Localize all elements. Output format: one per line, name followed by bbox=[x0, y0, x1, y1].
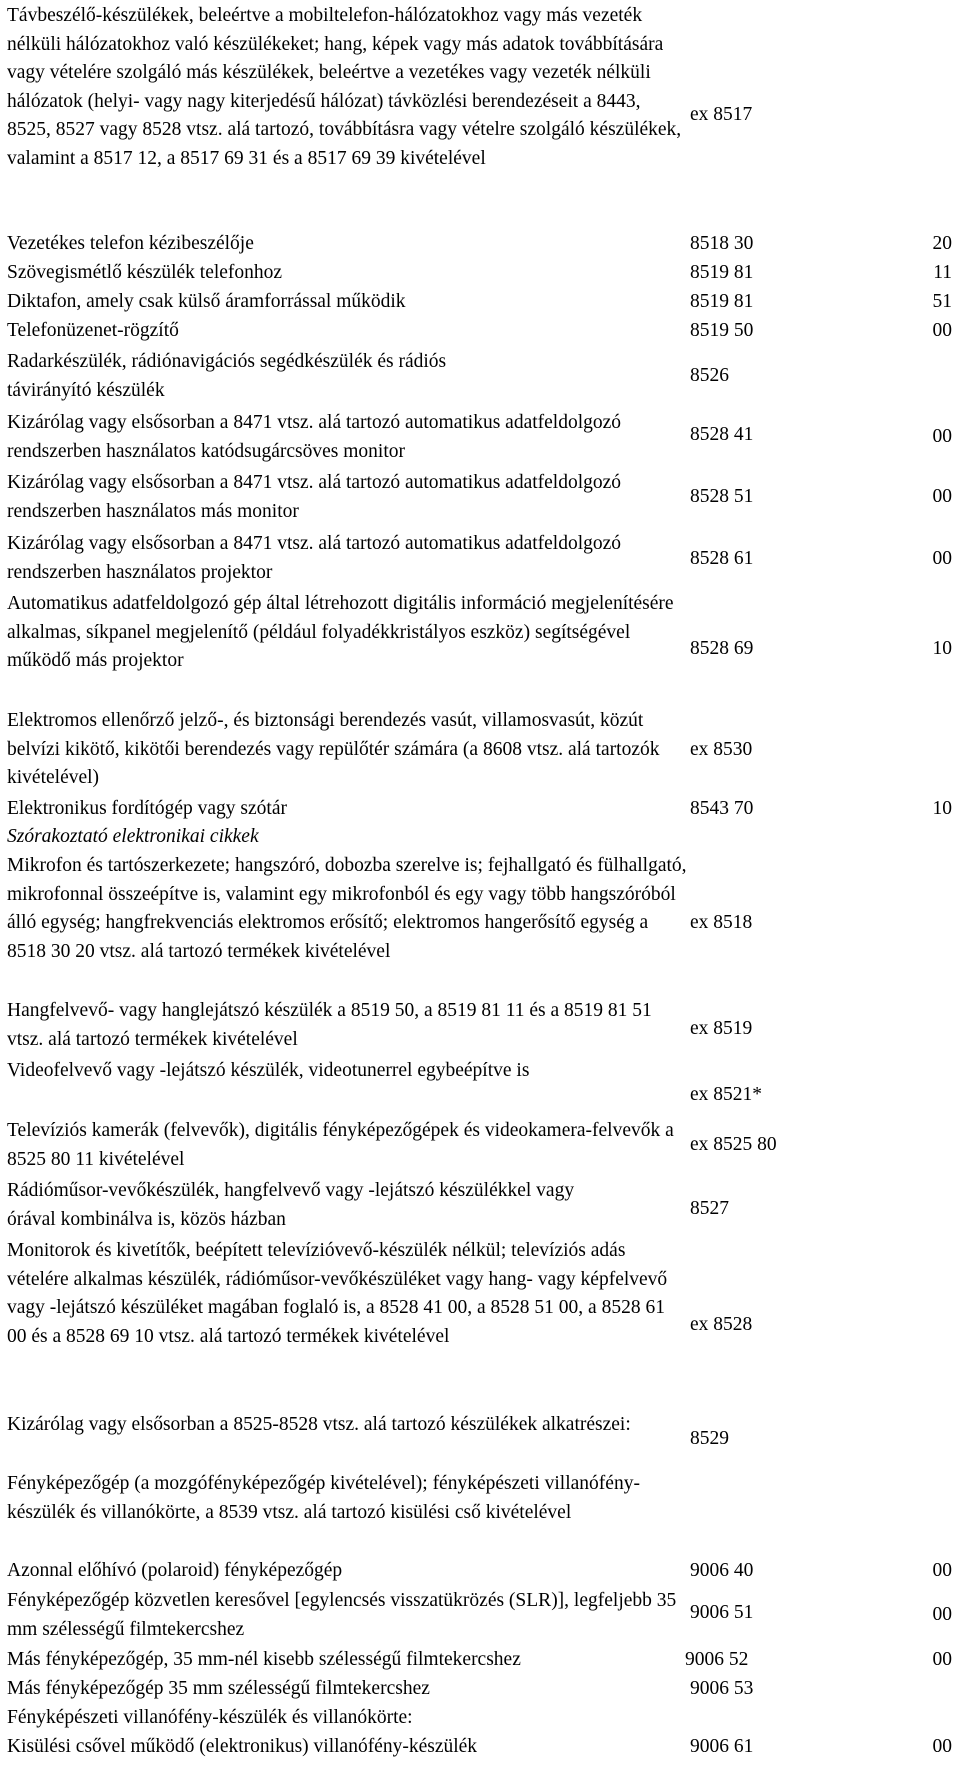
table-row bbox=[0, 1057, 960, 1115]
table-row bbox=[0, 1646, 960, 1676]
table-row bbox=[0, 852, 960, 996]
row-subcode: 00 bbox=[932, 426, 952, 447]
table-row bbox=[0, 1177, 960, 1235]
row-subcode: 10 bbox=[932, 798, 952, 819]
row-subcode: 00 bbox=[932, 486, 952, 507]
table-row bbox=[0, 530, 960, 588]
table-row bbox=[0, 823, 960, 853]
table-row bbox=[0, 1237, 960, 1410]
row-code: 9006 51 bbox=[690, 1602, 754, 1623]
row-description: Kizárólag vagy elsősorban a 8525-8528 vtsz. alá tartozó készülékek alkatrészei: bbox=[7, 1414, 631, 1435]
row-code: 8528 61 bbox=[690, 548, 754, 569]
row-description: Fényképezőgép közvetlen keresővel [egylencsés visszatükrözés (SLR)], legfeljebb 35 mm szélességű filmtekercshez bbox=[7, 1590, 677, 1640]
table-row bbox=[0, 1675, 960, 1705]
row-description: Más fényképezőgép 35 mm szélességű filmtekercshez bbox=[7, 1678, 430, 1699]
row-code: 8528 69 bbox=[690, 638, 754, 659]
row-description: Hangfelvevő- vagy hanglejátszó készülék a 8519 50, a 8519 81 11 és a 8519 81 51 vtsz. alá tartozó termékek kivételével bbox=[7, 1000, 652, 1050]
table-row bbox=[0, 997, 960, 1055]
table-row bbox=[0, 230, 960, 260]
row-code: 9006 61 bbox=[690, 1736, 754, 1757]
row-code: ex 8530 bbox=[690, 739, 753, 760]
row-subcode: 00 bbox=[932, 320, 952, 341]
row-description: Videofelvevő vagy -lejátszó készülék, videotunerrel egybeépítve is bbox=[7, 1060, 530, 1081]
row-description: Azonnal előhívó (polaroid) fényképezőgép bbox=[7, 1560, 343, 1581]
row-description: Automatikus adatfeldolgozó gép által létrehozott digitális információ megjelenítésére alkalmas, síkpanel megjelenítő (például folyadékkristályos eszköz) segítségével működő más projektor bbox=[7, 593, 674, 671]
table-row bbox=[0, 1411, 960, 1469]
row-subcode: 00 bbox=[932, 1649, 952, 1670]
row-code: 8519 50 bbox=[690, 320, 754, 341]
row-description: Kizárólag vagy elsősorban a 8471 vtsz. alá tartozó automatikus adatfeldolgozó rendszerben használatos katódsugárcsöves monitor bbox=[7, 412, 622, 462]
row-description: Televíziós kamerák (felvevők), digitális fényképezőgépek és videokamera-felvevők a 8525 80 11 kivételével bbox=[7, 1120, 674, 1170]
table-row bbox=[0, 288, 960, 318]
table-row bbox=[0, 348, 960, 406]
table-row bbox=[0, 1557, 960, 1587]
row-description: Telefonüzenet-rögzítő bbox=[7, 320, 179, 341]
row-subcode: 10 bbox=[932, 638, 952, 659]
row-subcode: 20 bbox=[932, 233, 952, 254]
row-code: ex 8518 bbox=[690, 912, 753, 933]
row-description: Kizárólag vagy elsősorban a 8471 vtsz. alá tartozó automatikus adatfeldolgozó rendszerben használatos projektor bbox=[7, 533, 622, 583]
section-heading: Szórakoztató elektronikai cikkek bbox=[7, 826, 259, 847]
row-description: Kizárólag vagy elsősorban a 8471 vtsz. alá tartozó automatikus adatfeldolgozó rendszerben használatos más monitor bbox=[7, 472, 622, 522]
row-code: ex 8528 bbox=[690, 1314, 753, 1335]
row-description: Más fényképezőgép, 35 mm-nél kisebb szélességű filmtekercshez bbox=[7, 1649, 521, 1670]
row-description: Fényképezőgép (a mozgófényképezőgép kivételével); fényképészeti villanófény-készülék és villanókörte, a 8539 vtsz. alá tartozó kisülési cső kivételével bbox=[7, 1473, 640, 1523]
row-subcode: 00 bbox=[932, 548, 952, 569]
row-code: 8528 51 bbox=[690, 486, 754, 507]
row-code: ex 8517 bbox=[690, 104, 753, 125]
table-row bbox=[0, 795, 960, 825]
row-code: 8519 81 bbox=[690, 291, 754, 312]
row-code: 8518 30 bbox=[690, 233, 754, 254]
table-row bbox=[0, 1117, 960, 1175]
row-description: Monitorok és kivetítők, beépített televízióvevő-készülék nélkül; televíziós adás vételére alkalmas készülék, rádióműsor-vevőkészüléket vagy hang- vagy képfelvevő vagy -lejátszó készüléket magában foglaló is, a 8528 41 00, a 8528 51 00, a 8528 61 00 és a 8528 69 10 vtsz. alá tartozó termékek kivételével bbox=[7, 1240, 668, 1347]
row-description: Diktafon, amely csak külső áramforrással működik bbox=[7, 291, 406, 312]
table-row bbox=[0, 1704, 960, 1734]
row-code: 9006 53 bbox=[690, 1678, 754, 1699]
row-description: Rádióműsor-vevőkészülék, hangfelvevő vagy -lejátszó készülékkel vagy órával kombinálva is, közös házban bbox=[7, 1180, 575, 1230]
row-code: 8528 41 bbox=[690, 424, 754, 445]
row-code: ex 8519 bbox=[690, 1018, 753, 1039]
row-description: Távbeszélő-készülékek, beleértve a mobiltelefon-hálózatokhoz vagy más vezeték nélküli hálózatokhoz való készülékeket; hang, képek vagy más adatok továbbítására vagy vételére szolgáló más készülékek, beleértve a vezetékes vagy vezeték nélküli hálózatok (helyi- vagy nagy kiterjedésű hálózat) távközlési berendezéseit a 8443, 8525, 8527 vagy 8528 vtsz. alá tartozó, továbbításra vagy vételre szolgáló készülékek, valamint a 8517 12, a 8517 69 31 és a 8517 69 39 kivételével bbox=[7, 5, 682, 169]
table-row bbox=[0, 409, 960, 467]
row-code: 8519 81 bbox=[690, 262, 754, 283]
row-code: 9006 52 bbox=[685, 1649, 749, 1670]
row-subcode: 11 bbox=[933, 262, 952, 283]
row-description: Szövegismétlő készülék telefonhoz bbox=[7, 262, 283, 283]
row-description: Mikrofon és tartószerkezete; hangszóró, dobozba szerelve is; fejhallgató és fülhallgató, mikrofonnal összeépítve is, valamint egy mikrofonból és egy vagy több hangszóróból álló egység; hangfrekvenciás elektromos erősítő; elektromos hangerősítő egység a 8518 30 20 vtsz. alá tartozó termékek kivételével bbox=[7, 855, 687, 962]
table-row bbox=[0, 1733, 960, 1763]
row-code: 8543 70 bbox=[690, 798, 754, 819]
row-subcode: 00 bbox=[932, 1736, 952, 1757]
row-code: 8527 bbox=[690, 1198, 729, 1219]
row-code: ex 8521* bbox=[690, 1084, 763, 1105]
row-description: Kisülési csővel működő (elektronikus) villanófény-készülék bbox=[7, 1736, 478, 1757]
table-row bbox=[0, 1587, 960, 1645]
row-subcode: 51 bbox=[932, 291, 952, 312]
row-subcode: 00 bbox=[932, 1604, 952, 1625]
table-row bbox=[0, 1470, 960, 1556]
row-description: Radarkészülék, rádiónavigációs segédkészülék és rádiós távirányító készülék bbox=[7, 351, 447, 401]
row-description: Fényképészeti villanófény-készülék és villanókörte: bbox=[7, 1707, 413, 1728]
row-code: 8529 bbox=[690, 1428, 729, 1449]
row-code: 9006 40 bbox=[690, 1560, 754, 1581]
table-row bbox=[0, 0, 960, 216]
row-code: ex 8525 80 bbox=[690, 1134, 777, 1155]
row-description: Elektromos ellenőrző jelző-, és biztonsági berendezés vasút, villamosvasút, közút belvízi kikötő, kikötői berendezés vagy repülőtér számára (a 8608 vtsz. alá tartozók kivételével) bbox=[7, 710, 660, 788]
row-description: Elektronikus fordítógép vagy szótár bbox=[7, 798, 287, 819]
table-row bbox=[0, 317, 960, 347]
table-row bbox=[0, 707, 960, 793]
table-row bbox=[0, 469, 960, 527]
row-subcode: 00 bbox=[932, 1560, 952, 1581]
table-row bbox=[0, 590, 960, 706]
row-code: 8526 bbox=[690, 365, 729, 386]
row-description: Vezetékes telefon kézibeszélője bbox=[7, 233, 254, 254]
table-row bbox=[0, 259, 960, 289]
